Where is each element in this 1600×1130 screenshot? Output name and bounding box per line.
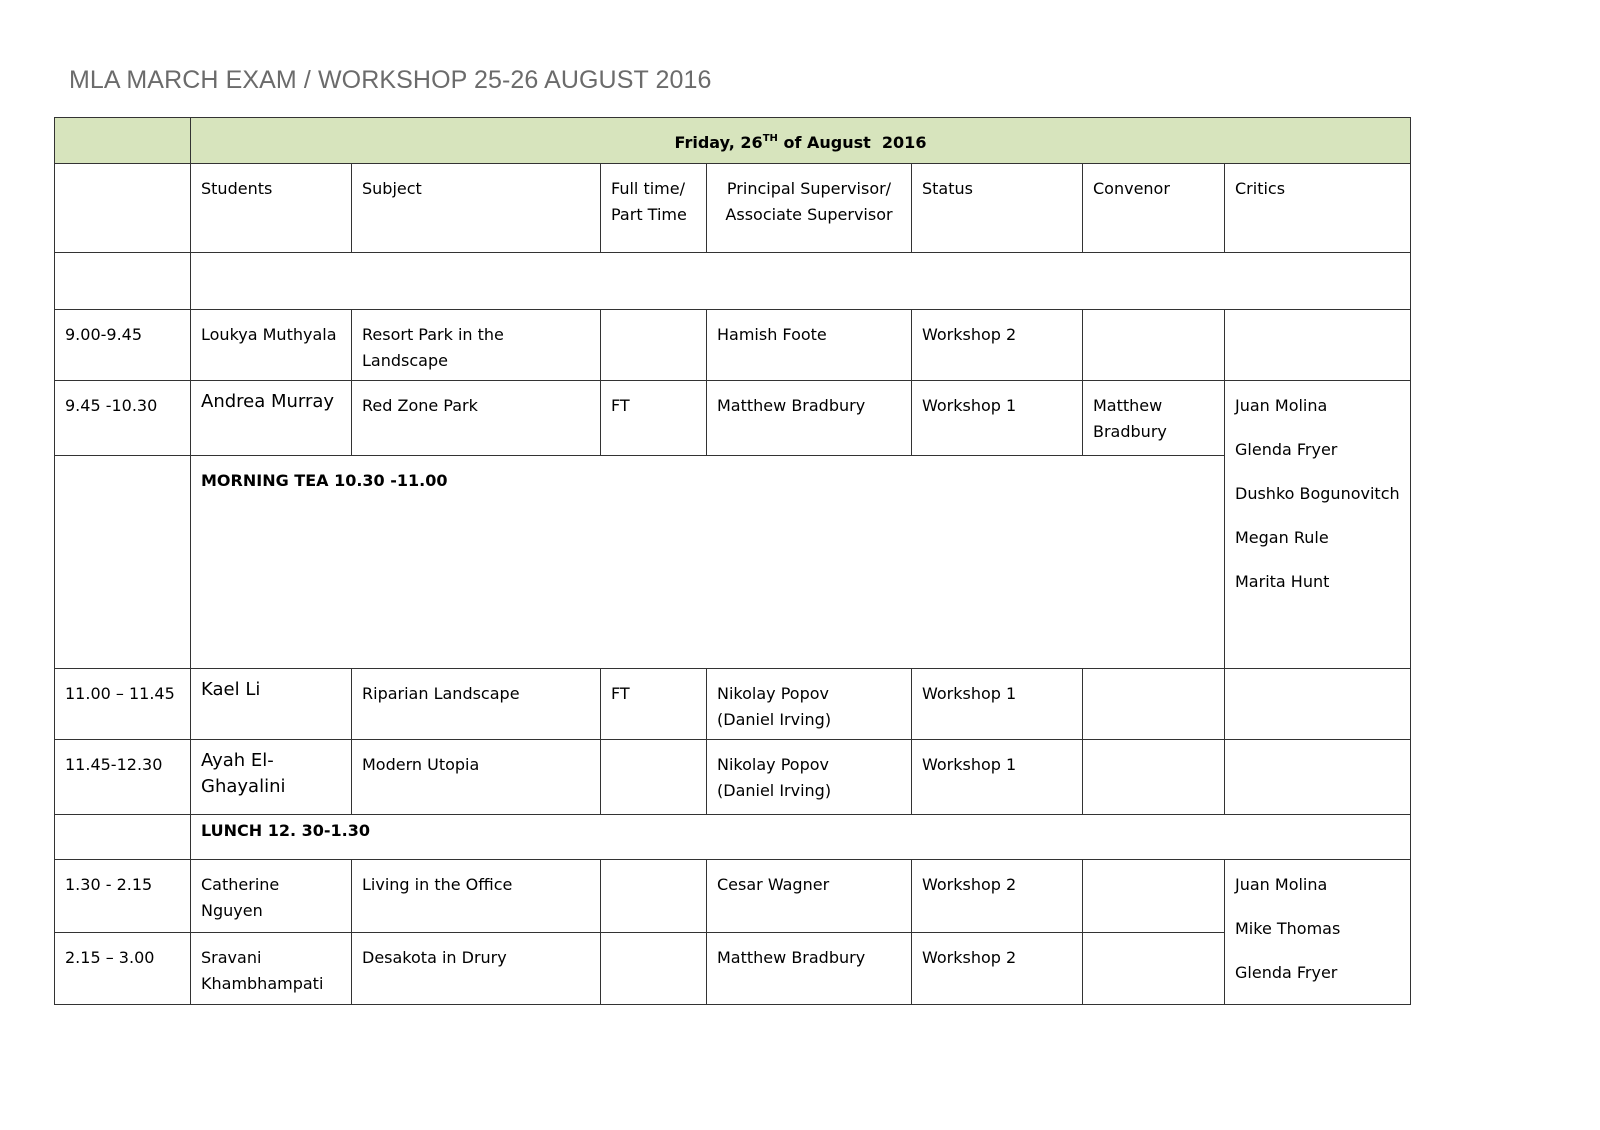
table-row (55, 932, 1411, 1005)
subject-header: Subject (352, 164, 601, 253)
subject-cell: Desakota in Drury (352, 932, 601, 1005)
time-cell: 11.00 – 11.45 (55, 669, 191, 740)
status-cell: Workshop 2 (912, 860, 1083, 933)
critic-name: Glenda Fryer (1235, 963, 1338, 982)
supervisor-cell: Hamish Foote (707, 310, 912, 381)
subject-cell: Riparian Landscape (352, 669, 601, 740)
status-header: Status (912, 164, 1083, 253)
day-header-prefix: Friday, 26 (674, 133, 763, 152)
supervisor-cell: Matthew Bradbury (707, 932, 912, 1005)
lunch-label: LUNCH 12. 30-1.30 (191, 815, 1411, 860)
table-row (55, 669, 1411, 740)
fulltime-header-line2: Part Time (611, 205, 687, 224)
critic-name: Mike Thomas (1235, 919, 1341, 938)
status-cell: Workshop 2 (912, 932, 1083, 1005)
critics-cell (1225, 740, 1411, 815)
critic-name: Megan Rule (1235, 528, 1329, 547)
day-header-blank-cell (55, 118, 191, 164)
convenor-cell (1083, 669, 1225, 740)
fulltime-cell (601, 740, 707, 815)
convenor-cell (1083, 740, 1225, 815)
critics-morning-cell (1225, 381, 1411, 669)
critics-cell (1225, 669, 1411, 740)
table-row (55, 381, 1411, 456)
document-title: MLA MARCH EXAM / WORKSHOP 25-26 AUGUST 2016 (69, 66, 712, 94)
supervisor-cell: Matthew Bradbury (707, 381, 912, 456)
day-header-suffix: of August 2016 (777, 133, 927, 152)
status-cell: Workshop 1 (912, 669, 1083, 740)
status-cell: Workshop 1 (912, 381, 1083, 456)
morning-tea-row (55, 456, 1411, 669)
associate-supervisor-name: (Daniel Irving) (717, 710, 832, 729)
subject-cell: Red Zone Park (352, 381, 601, 456)
subject-cell: Resort Park in the Landscape (352, 310, 601, 381)
time-cell: 2.15 – 3.00 (55, 932, 191, 1005)
day-header-ordinal: TH (762, 133, 778, 144)
convenor-header: Convenor (1083, 164, 1225, 253)
student-cell: Kael Li (191, 669, 352, 740)
student-cell: Andrea Murray (191, 381, 352, 456)
convenor-cell (1083, 310, 1225, 381)
break-time-cell (55, 456, 191, 669)
status-cell: Workshop 1 (912, 740, 1083, 815)
critic-name: Marita Hunt (1235, 572, 1330, 591)
supervisor-cell: Cesar Wagner (707, 860, 912, 933)
day-header-row (55, 118, 1411, 164)
time-cell: 11.45-12.30 (55, 740, 191, 815)
spacer-row (55, 253, 1411, 310)
status-cell: Workshop 2 (912, 310, 1083, 381)
fulltime-parttime-header (601, 164, 707, 253)
student-cell: Ayah El-Ghayalini (191, 740, 352, 815)
schedule-table (54, 117, 1411, 1005)
critics-header: Critics (1225, 164, 1411, 253)
table-row (55, 310, 1411, 381)
supervisor-name: Nikolay Popov (717, 755, 829, 774)
table-row (55, 860, 1411, 933)
column-header-row (55, 164, 1411, 253)
critic-name: Dushko Bogunovitch (1235, 484, 1400, 503)
convenor-cell (1083, 932, 1225, 1005)
day-header-cell (191, 118, 1411, 164)
critics-afternoon-cell (1225, 860, 1411, 1005)
table-row (55, 740, 1411, 815)
supervisor-header (707, 164, 912, 253)
lunch-row (55, 815, 1411, 860)
critics-cell (1225, 310, 1411, 381)
spacer-wide-cell (191, 253, 1411, 310)
student-cell: Catherine Nguyen (191, 860, 352, 933)
fulltime-cell: FT (601, 669, 707, 740)
supervisor-header-line2: Associate Supervisor (725, 205, 893, 224)
supervisor-header-line1: Principal Supervisor/ (726, 179, 892, 198)
subject-cell: Living in the Office (352, 860, 601, 933)
fulltime-cell (601, 860, 707, 933)
supervisor-cell (707, 669, 912, 740)
convenor-cell: Matthew Bradbury (1083, 381, 1225, 456)
time-cell: 1.30 - 2.15 (55, 860, 191, 933)
associate-supervisor-name: (Daniel Irving) (717, 781, 832, 800)
critic-name: Juan Molina (1235, 396, 1328, 415)
convenor-cell (1083, 860, 1225, 933)
morning-tea-label: MORNING TEA 10.30 -11.00 (191, 456, 1225, 669)
student-cell: Loukya Muthyala (191, 310, 352, 381)
break-time-cell (55, 815, 191, 860)
fulltime-cell (601, 932, 707, 1005)
time-header-cell (55, 164, 191, 253)
students-header: Students (191, 164, 352, 253)
spacer-cell (55, 253, 191, 310)
fulltime-cell: FT (601, 381, 707, 456)
supervisor-cell (707, 740, 912, 815)
supervisor-name: Nikolay Popov (717, 684, 829, 703)
fulltime-cell (601, 310, 707, 381)
subject-cell: Modern Utopia (352, 740, 601, 815)
student-cell: Sravani Khambhampati (191, 932, 352, 1005)
fulltime-header-line1: Full time/ (611, 179, 685, 198)
time-cell: 9.00-9.45 (55, 310, 191, 381)
time-cell: 9.45 -10.30 (55, 381, 191, 456)
critic-name: Juan Molina (1235, 875, 1328, 894)
critic-name: Glenda Fryer (1235, 440, 1338, 459)
